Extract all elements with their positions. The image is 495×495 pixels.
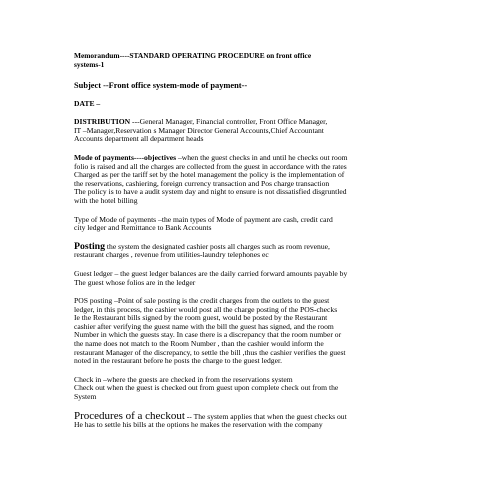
pos-line-8: noted in the restaurant before he posts the charge to the guest ledger. <box>74 356 282 366</box>
subject-label: Subject <box>74 80 101 90</box>
distribution-line-3: Accounts department all department heads <box>74 134 204 144</box>
guest-ledger-line-2: The guest whose folios are in the ledger <box>74 277 196 287</box>
pos-line-7: restaurant Manager of the discrepancy, to settle the bill ,thus the cashier verifies the guest <box>74 347 346 357</box>
memo-document <box>74 52 454 430</box>
mode-line-6: with the hotel billing <box>74 195 138 205</box>
check-line-2: Check out when the guest is checked out from guest upon complete check out from the <box>74 383 339 393</box>
memorandum-line-1: Memorandum----STANDARD OPERATING PROCEDURE on front office <box>74 51 312 60</box>
mode-of-payments-label: Mode of payments----objectives <box>74 152 177 162</box>
distribution-line-2: IT –Manager,Reservation s Manager Director General Accounts,Chief Accountant <box>74 125 324 135</box>
check-line-1: Check in –where the guests are checked in from the reservations system <box>74 374 293 384</box>
mode-line-1: –when the guest checks in and until he checks out room <box>176 152 348 162</box>
type-line-1: Type of Mode of payments –the main types of Mode of payment are cash, credit card <box>74 214 333 224</box>
mode-of-payments-paragraph <box>74 154 454 206</box>
mode-line-4: the reservations, cashiering, foreign currency transaction and Pos charge transaction <box>74 178 330 188</box>
pos-line-3: Ie the Restaurant bills signed by the room guest, would be posted by the Restaurant <box>74 313 328 323</box>
type-line-2: city ledger and Remittance to Bank Accounts <box>74 223 212 233</box>
mode-line-5: The policy is to have a audit system day and night to ensure is not dissatisfied disgruntled <box>74 187 347 197</box>
memorandum-heading <box>74 52 454 70</box>
checkout-procedure-paragraph <box>74 409 454 430</box>
check-line-3: System <box>74 392 97 402</box>
date-label: DATE – <box>74 98 101 108</box>
distribution-line-1: ---General Manager, Financial controller, Front Office Manager, <box>130 117 328 127</box>
memorandum-line-2: systems-1 <box>74 59 105 69</box>
checkout-line-1: -- The system applies that when the guest checks out <box>184 411 347 421</box>
distribution-label: DISTRIBUTION <box>74 117 131 127</box>
checkout-procedure-label: Procedures of a checkout <box>74 409 185 422</box>
mode-line-3: Charged as per the tariff set by the hotel management the policy is the implementation of <box>74 170 345 180</box>
posting-label: Posting <box>74 240 106 252</box>
subject-text: --Front office system-mode of payment-- <box>101 80 248 90</box>
posting-line-1: the system the designated cashier posts all charges such as room revenue, <box>105 241 330 251</box>
pos-line-6: the name does not match to the Room Number , than the cashier would inform the <box>74 339 324 349</box>
pos-posting-paragraph <box>74 297 454 366</box>
distribution-paragraph <box>74 118 454 144</box>
guest-ledger-line-1: Guest ledger – the guest ledger balances are the daily carried forward amounts payable by <box>74 268 348 278</box>
posting-line-2: restaurant charges , revenue from utilities-laundry telephones ec <box>74 250 269 260</box>
posting-paragraph <box>74 240 454 260</box>
check-in-out-paragraph <box>74 376 454 402</box>
mode-line-2: folio is raised and all the charges are collected from the guest in accordance with the rates <box>74 161 347 171</box>
pos-line-2: ledger, in this process, the cashier would post all the charge posting of the POS-checks <box>74 304 338 314</box>
type-of-mode-paragraph <box>74 216 454 233</box>
pos-line-5: Number in which the guests stay. In case there is a discrepancy that the room number or <box>74 330 342 340</box>
guest-ledger-paragraph <box>74 270 454 287</box>
checkout-line-2: He has to settle his bills at the options he makes the reservation with the company <box>74 420 323 430</box>
subject-line <box>74 81 454 91</box>
pos-line-1: POS posting –Point of sale posting is the credit charges from the outlets to the guest <box>74 296 330 306</box>
pos-line-4: cashier after verifying the guest name with the bill the guest has signed, and the room <box>74 321 334 331</box>
